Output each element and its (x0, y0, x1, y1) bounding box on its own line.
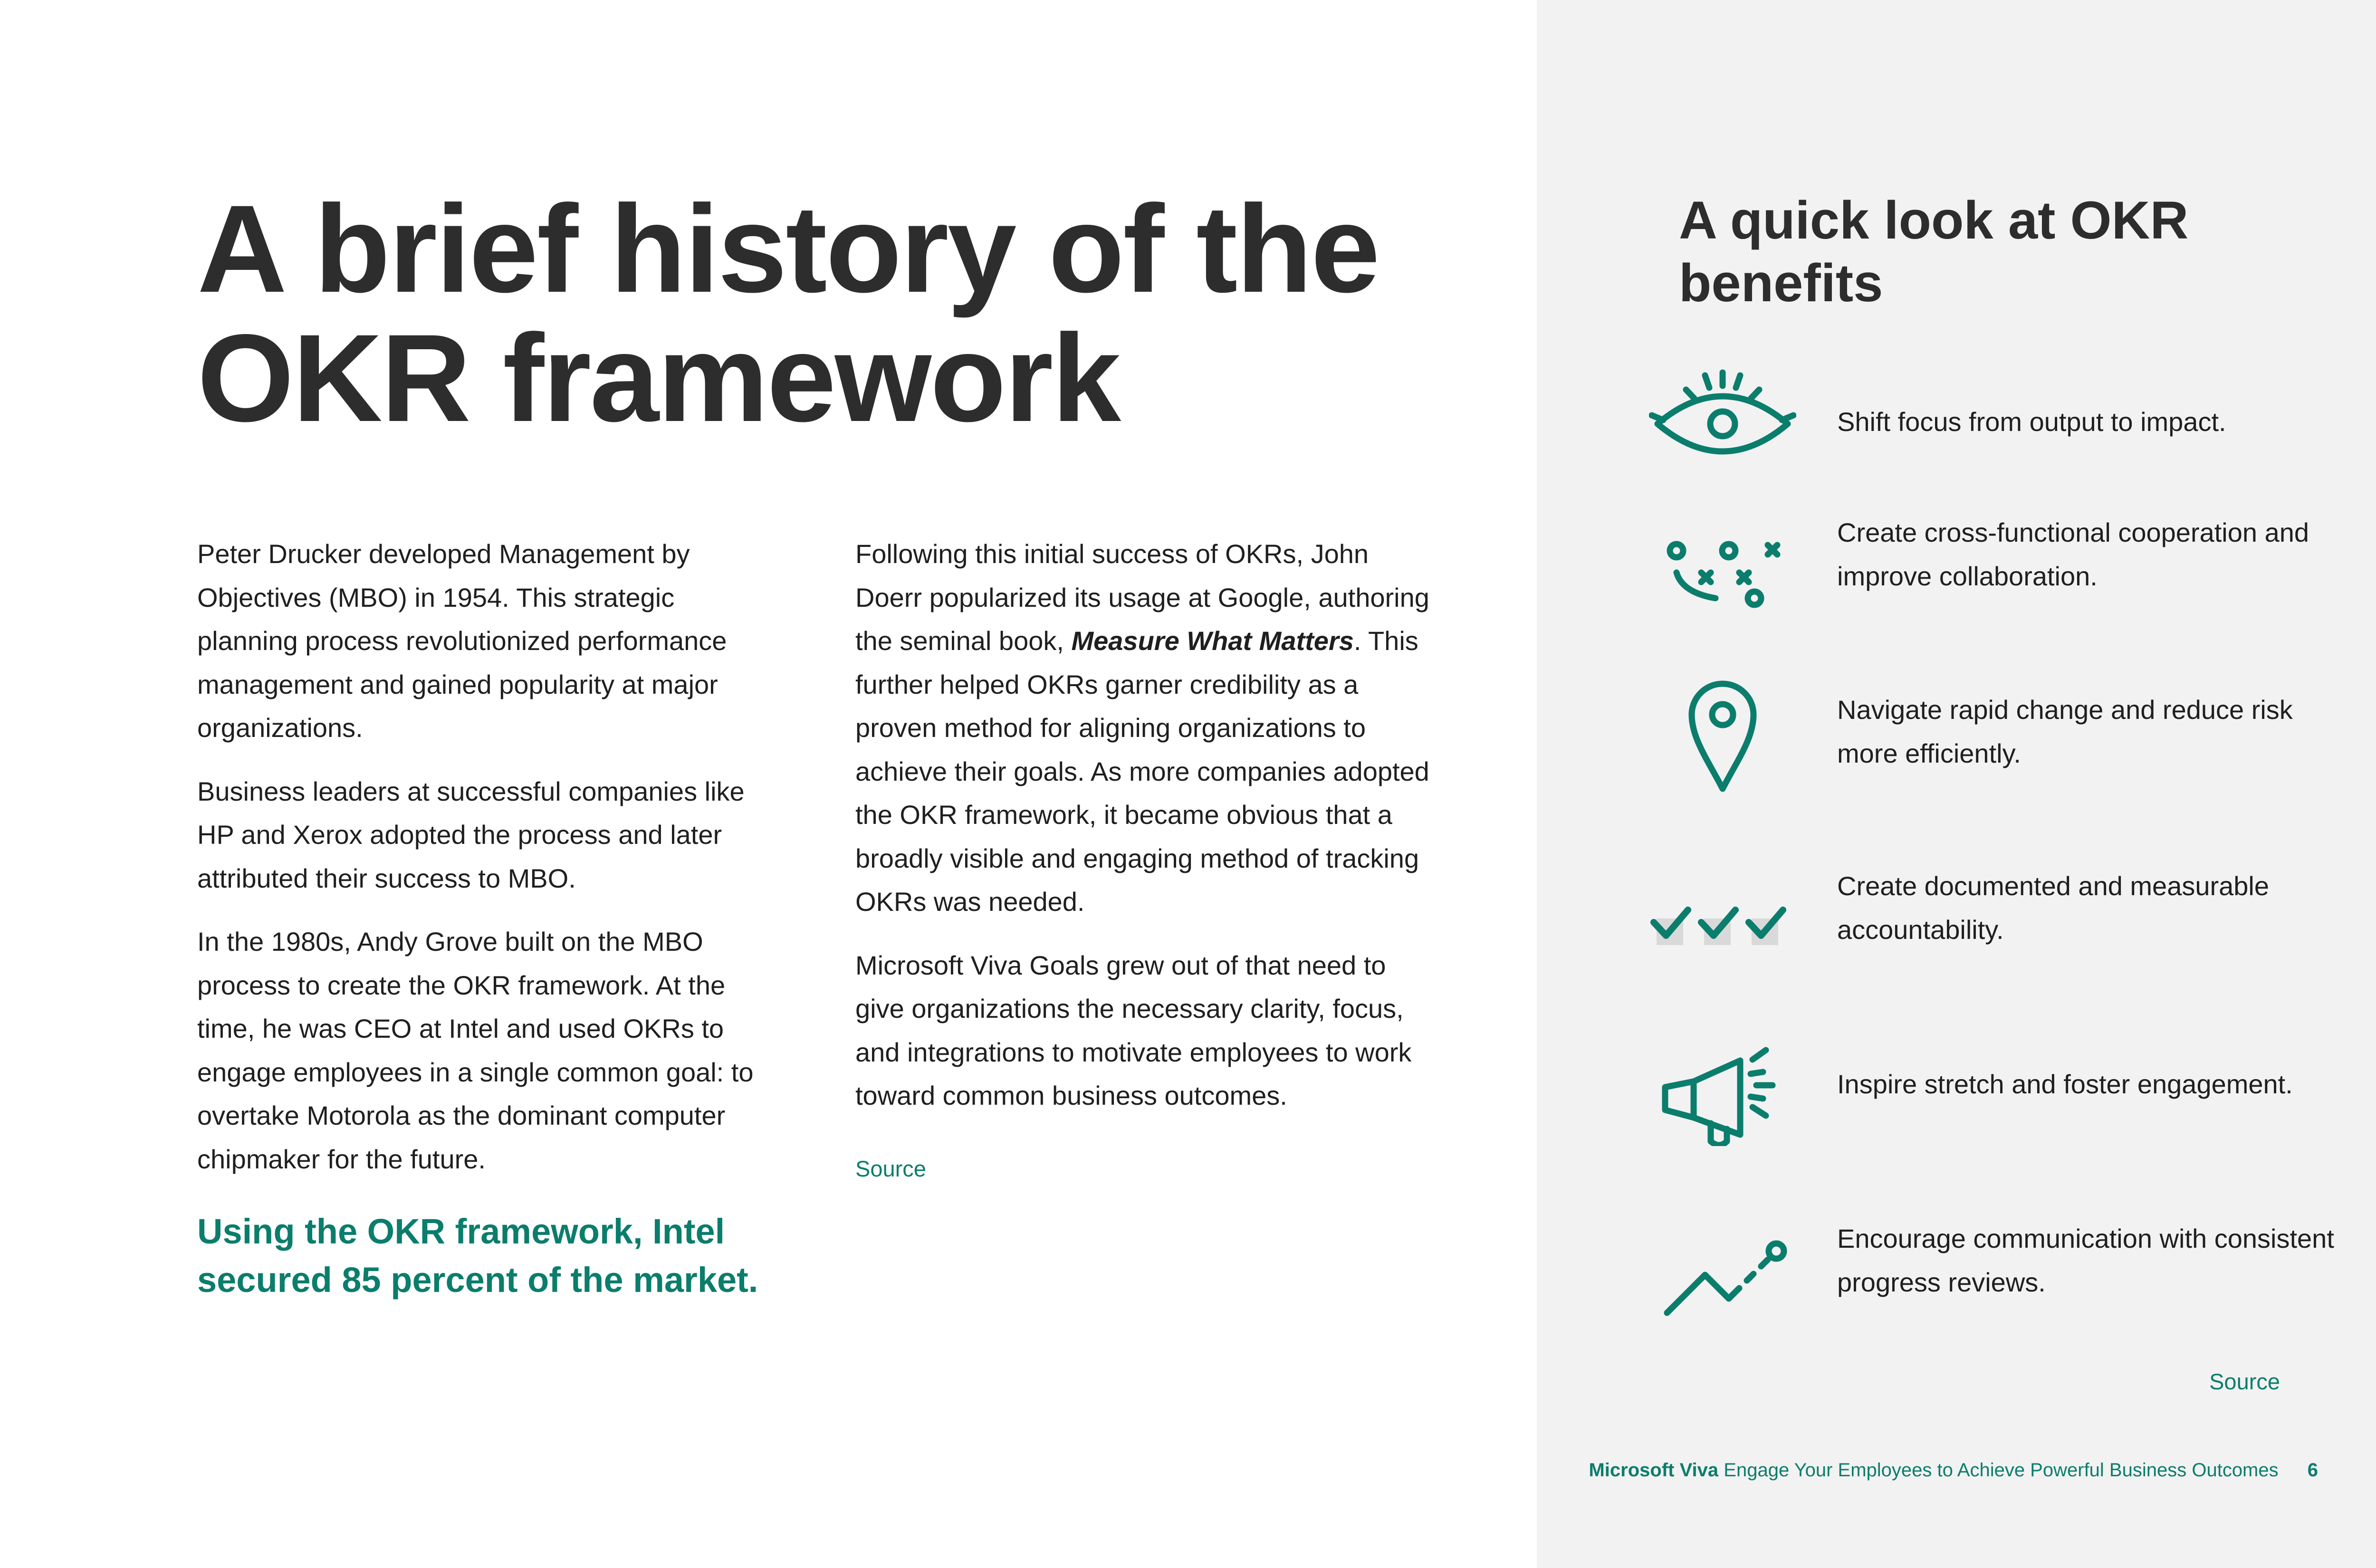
intel-highlight: Using the OKR framework, Intel secured 85 percent of the market. (197, 1212, 758, 1300)
benefit-item (1649, 360, 2343, 484)
benefit-text: Create documented and measurable accountability. (1837, 871, 2270, 945)
page-footer (1589, 1460, 2318, 1481)
benefit-text: Encourage communication with consistent progress reviews. (1837, 1224, 2334, 1297)
paragraph-doerr-tail: . This further helped OKRs garner credibility as a proven method for aligning organizations to achieve their goals. As more companies adopted the OKR framework, it became obvious that a broadly visible and engaging method of tracking OKRs was needed. (855, 626, 1429, 917)
benefit-text: Create cross-functional cooperation and improve collaboration. (1837, 517, 2309, 591)
page-title: A brief history of the OKR framework (197, 179, 1379, 448)
benefit-text: Navigate rapid change and reduce risk more efficiently. (1837, 695, 2293, 768)
benefit-text: Shift focus from output to impact. (1837, 407, 2226, 437)
benefit-item (1649, 846, 2343, 970)
history-column-left (197, 532, 782, 1324)
benefit-item (1649, 670, 2343, 794)
footer-tagline: Engage Your Employees to Achieve Powerful Business Outcomes (1724, 1460, 2279, 1481)
benefit-text: Inspire stretch and foster engagement. (1837, 1069, 2293, 1099)
benefit-item (1649, 493, 2343, 616)
footer-brand: Microsoft Viva (1589, 1460, 1719, 1481)
paragraph-hp-xerox: Business leaders at successful companies like HP and Xerox adopted the process and later attributed their success to MBO. (197, 776, 745, 893)
paragraph-drucker: Peter Drucker developed Management by Objectives (MBO) in 1954. This strategic planning process revolutionized performance management and gained popularity at major organizations. (197, 539, 727, 743)
source-link-history[interactable]: Source (855, 1156, 926, 1181)
benefit-item (1649, 1023, 2343, 1146)
paragraph-viva-goals: Microsoft Viva Goals grew out of that need to give organizations the necessary clarity, focus, and integrations to motivate employees to work toward common business outcomes. (855, 950, 1412, 1110)
source-link-benefits[interactable]: Source (2209, 1369, 2280, 1394)
location-pin-icon (1649, 670, 1796, 794)
paragraph-doerr-lead: Following this initial success of OKRs, John Doerr popularized its usage at Google, authoring the seminal book, (855, 539, 1429, 656)
page-number: 6 (2307, 1460, 2318, 1481)
benefit-item (1649, 1199, 2343, 1322)
megaphone-icon (1649, 1023, 1796, 1146)
history-column-right (855, 532, 1440, 1190)
strategy-play-icon (1649, 493, 1796, 616)
book-title: Measure What Matters (1071, 626, 1354, 656)
paragraph-doerr (855, 532, 1440, 924)
paragraph-andy-grove: In the 1980s, Andy Grove built on the MBO process to create the OKR framework. At the time, he was CEO at Intel and used OKRs to engage employees in a single common goal: to overtake Motorola as the dominant computer chipmaker for the future. (197, 927, 754, 1174)
checkmarks-icon (1649, 846, 1796, 970)
trend-line-icon (1649, 1199, 1796, 1322)
eye-icon (1649, 360, 1796, 484)
benefits-title: A quick look at OKR benefits (1679, 191, 2189, 313)
